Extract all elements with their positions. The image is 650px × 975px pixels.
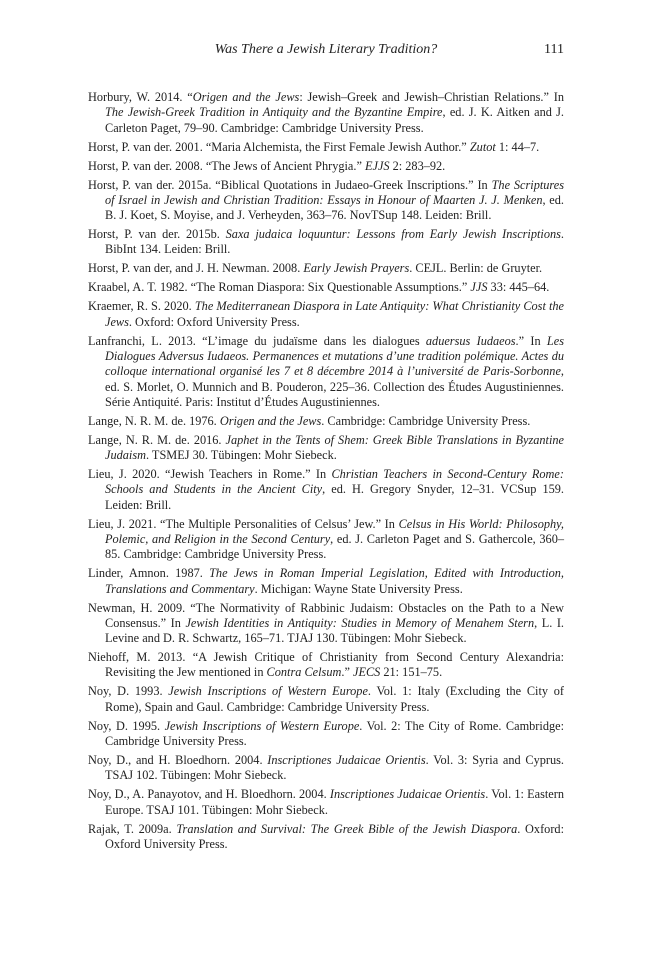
entry-text: Horst, P. van der. 2001. “Maria Alchemista, the First Female Jewish Author.” bbox=[88, 139, 470, 154]
page-number: 111 bbox=[544, 42, 564, 57]
bibliography-entry bbox=[88, 90, 564, 136]
entry-text: . Vol. 1: Eastern Europe. TSAJ 101. Tübingen: Mohr Siebeck. bbox=[105, 787, 564, 817]
entry-title-italic: Contra Celsum bbox=[266, 665, 342, 680]
entry-title-italic: Early Jewish Prayers bbox=[303, 261, 410, 276]
bibliography-entry bbox=[88, 140, 564, 155]
entry-text: . Vol. 1: Italy (Excluding the City of Rome), Spain and Gaul. Cambridge: Cambridge University Press. bbox=[105, 684, 564, 714]
entry-title-italic: Jewish Inscriptions of Western Europe bbox=[164, 718, 360, 733]
entry-title-italic: Japhet in the Tents of Shem: Greek Bible Translations in Byzantine Judaism bbox=[105, 432, 564, 463]
entry-text: , L. I. Levine and D. R. Schwartz, 165–71. TJAJ 130. Tübingen: Mohr Siebeck. bbox=[105, 615, 564, 646]
entry-text: Kraabel, A. T. 1982. “The Roman Diaspora: Six Questionable Assumptions.” bbox=[88, 280, 471, 295]
entry-text: Niehoff, M. 2013. “A Jewish Critique of Christianity from Second Century Alexandria: Revisiting the Jew mentioned in bbox=[88, 650, 564, 680]
entry-text: . Michigan: Wayne State University Press. bbox=[254, 581, 463, 596]
entry-title-italic: The Mediterranean Diaspora in Late Antiquity: What Christianity Cost the Jews bbox=[105, 299, 564, 329]
bibliography-entry bbox=[88, 433, 564, 464]
entry-text: Lieu, J. 2021. “The Multiple Personalities of Celsus’ Jew.” In bbox=[88, 516, 399, 531]
bibliography-entry bbox=[88, 719, 564, 750]
bibliography-entry bbox=[88, 822, 564, 853]
bibliography-entry bbox=[88, 566, 564, 597]
entry-text: Lange, N. R. M. de. 1976. bbox=[88, 413, 220, 428]
entry-text: Lanfranchi, L. 2013. “L’image du judaïsme dans les dialogues bbox=[88, 333, 426, 348]
entry-text: 21: 151–75. bbox=[380, 665, 443, 680]
entry-text: Horst, P. van der. 2008. “The Jews of Ancient Phrygia.” bbox=[88, 158, 365, 173]
entry-title-italic: Saxa judaica loquuntur: Lessons from Early Jewish Inscriptions bbox=[225, 227, 561, 242]
entry-text: 1: 44–7. bbox=[495, 139, 540, 154]
running-head bbox=[88, 42, 564, 62]
entry-title-italic: Origen and the Jews bbox=[219, 413, 322, 428]
entry-text: Horst, P. van der. 2015b. bbox=[88, 227, 226, 242]
entry-text: Noy, D. 1995. bbox=[88, 718, 165, 733]
entry-text: 2: 283–92. bbox=[389, 158, 446, 173]
entry-text: Horbury, W. 2014. “ bbox=[88, 90, 193, 104]
entry-text: Kraemer, R. S. 2020. bbox=[88, 299, 195, 314]
bibliography-entry bbox=[88, 517, 564, 563]
bibliography-entry bbox=[88, 650, 564, 681]
entry-title-italic: The Scriptures of Israel in Jewish and Christian Tradition: Essays in Honour of Maarten J. J. Menken bbox=[105, 177, 564, 207]
entry-text: . BibInt 134. Leiden: Brill. bbox=[105, 227, 564, 257]
entry-title-italic: The Jews in Roman Imperial Legislation, Edited with Introduction, Translations and Commentary bbox=[105, 566, 564, 596]
entry-text: Noy, D., and H. Bloedhorn. 2004. bbox=[88, 752, 268, 767]
entry-text: , ed. H. Gregory Snyder, 12–31. VCSup 159. Leiden: Brill. bbox=[105, 482, 564, 512]
entry-text: .” In bbox=[515, 333, 547, 348]
entry-text: , ed. S. Morlet, O. Munnich and B. Pouderon, 225–36. Collection des Études Augustiniennes. Série Antiquité. Paris: Institut d’Études Augustiniennes. bbox=[105, 364, 564, 409]
entry-text: .” bbox=[341, 665, 353, 680]
bibliography-entry bbox=[88, 414, 564, 429]
bibliography-entry bbox=[88, 684, 564, 715]
bibliography-entry bbox=[88, 159, 564, 174]
entry-text: Newman, H. 2009. “The Normativity of Rabbinic Judaism: Obstacles on the Path to a New Consensus.” In bbox=[88, 600, 564, 630]
entry-title-italic: Jewish Identities in Antiquity: Studies in Memory of Menahem Stern bbox=[185, 615, 535, 630]
entry-text: Noy, D. 1993. bbox=[88, 684, 169, 699]
entry-text: Rajak, T. 2009a. bbox=[88, 821, 177, 836]
entry-text: Noy, D., A. Panayotov, and H. Bloedhorn. 2004. bbox=[88, 787, 330, 802]
bibliography-entry bbox=[88, 467, 564, 513]
entry-text: , ed. J. K. Aitken and J. Carleton Paget, 79–90. Cambridge: Cambridge University Press. bbox=[105, 105, 564, 135]
entry-text: . CEJL. Berlin: de Gruyter. bbox=[409, 261, 543, 276]
bibliography-entry bbox=[88, 787, 564, 818]
entry-title-italic: aduersus Iudaeos bbox=[425, 333, 516, 348]
bibliography-entry bbox=[88, 334, 564, 410]
entry-title-italic: The Jewish-Greek Tradition in Antiquity and the Byzantine Empire bbox=[105, 105, 443, 120]
bibliography-entry bbox=[88, 227, 564, 258]
entry-text: . Oxford: Oxford University Press. bbox=[105, 821, 564, 851]
bibliography-list bbox=[88, 90, 564, 856]
bibliography-entry bbox=[88, 601, 564, 647]
entry-title-italic: Inscriptiones Judaicae Orientis bbox=[267, 752, 426, 767]
bibliography-entry bbox=[88, 753, 564, 784]
entry-text: . Oxford: Oxford University Press. bbox=[128, 314, 300, 329]
bibliography-entry bbox=[88, 261, 564, 276]
entry-title-italic: Les Dialogues Adversus Iudaeos. Permanences et mutations d’une tradition polémique. Actes du colloque international organisé les 7 et 8 décembre 2014 à l’université de Paris-Sorbonne bbox=[105, 333, 564, 379]
running-head-title: Was There a Jewish Literary Tradition? bbox=[214, 42, 438, 57]
entry-text: 33: 445–64. bbox=[487, 280, 550, 295]
entry-title-italic: Origen and the Jews bbox=[192, 90, 300, 104]
entry-text: Lieu, J. 2020. “Jewish Teachers in Rome.” In bbox=[88, 467, 332, 482]
entry-text: , ed. J. Carleton Paget and S. Gathercole, 360–85. Cambridge: Cambridge University Press. bbox=[105, 531, 564, 562]
entry-text: . Vol. 2: The City of Rome. Cambridge: Cambridge University Press. bbox=[105, 718, 564, 748]
entry-text: , ed. B. J. Koet, S. Moyise, and J. Verheyden, 363–76. NovTSup 148. Leiden: Brill. bbox=[105, 192, 564, 223]
entry-text: Horst, P. van der, and J. H. Newman. 2008. bbox=[88, 261, 304, 276]
entry-text: . Vol. 3: Syria and Cyprus. TSAJ 102. Tübingen: Mohr Siebeck. bbox=[105, 752, 564, 783]
entry-title-italic: Christian Teachers in Second-Century Rome: Schools and Students in the Ancient City bbox=[105, 467, 564, 497]
entry-text: . Cambridge: Cambridge University Press. bbox=[321, 413, 531, 428]
entry-title-italic: JECS bbox=[352, 665, 381, 680]
entry-text: Linder, Amnon. 1987. bbox=[88, 566, 210, 581]
bibliography-entry bbox=[88, 280, 564, 295]
entry-text: Horst, P. van der. 2015a. “Biblical Quotations in Judaeo-Greek Inscriptions.” In bbox=[88, 177, 492, 192]
entry-title-italic: JJS bbox=[470, 280, 488, 295]
entry-title-italic: Zutot bbox=[469, 139, 496, 154]
entry-title-italic: Celsus in His World: Philosophy, Polemic, and Religion in the Second Century bbox=[105, 516, 564, 546]
bibliography-entry bbox=[88, 299, 564, 330]
entry-text: Lange, N. R. M. de. 2016. bbox=[88, 432, 226, 447]
entry-title-italic: EJJS bbox=[364, 158, 390, 173]
entry-text: . TSMEJ 30. Tübingen: Mohr Siebeck. bbox=[146, 448, 337, 463]
bibliography-entry bbox=[88, 178, 564, 224]
entry-text: : Jewish–Greek and Jewish–Christian Relations.” In bbox=[299, 90, 564, 104]
entry-title-italic: Translation and Survival: The Greek Bible of the Jewish Diaspora bbox=[176, 821, 518, 836]
entry-title-italic: Jewish Inscriptions of Western Europe bbox=[168, 684, 368, 699]
entry-title-italic: Inscriptiones Judaicae Orientis bbox=[329, 787, 486, 802]
